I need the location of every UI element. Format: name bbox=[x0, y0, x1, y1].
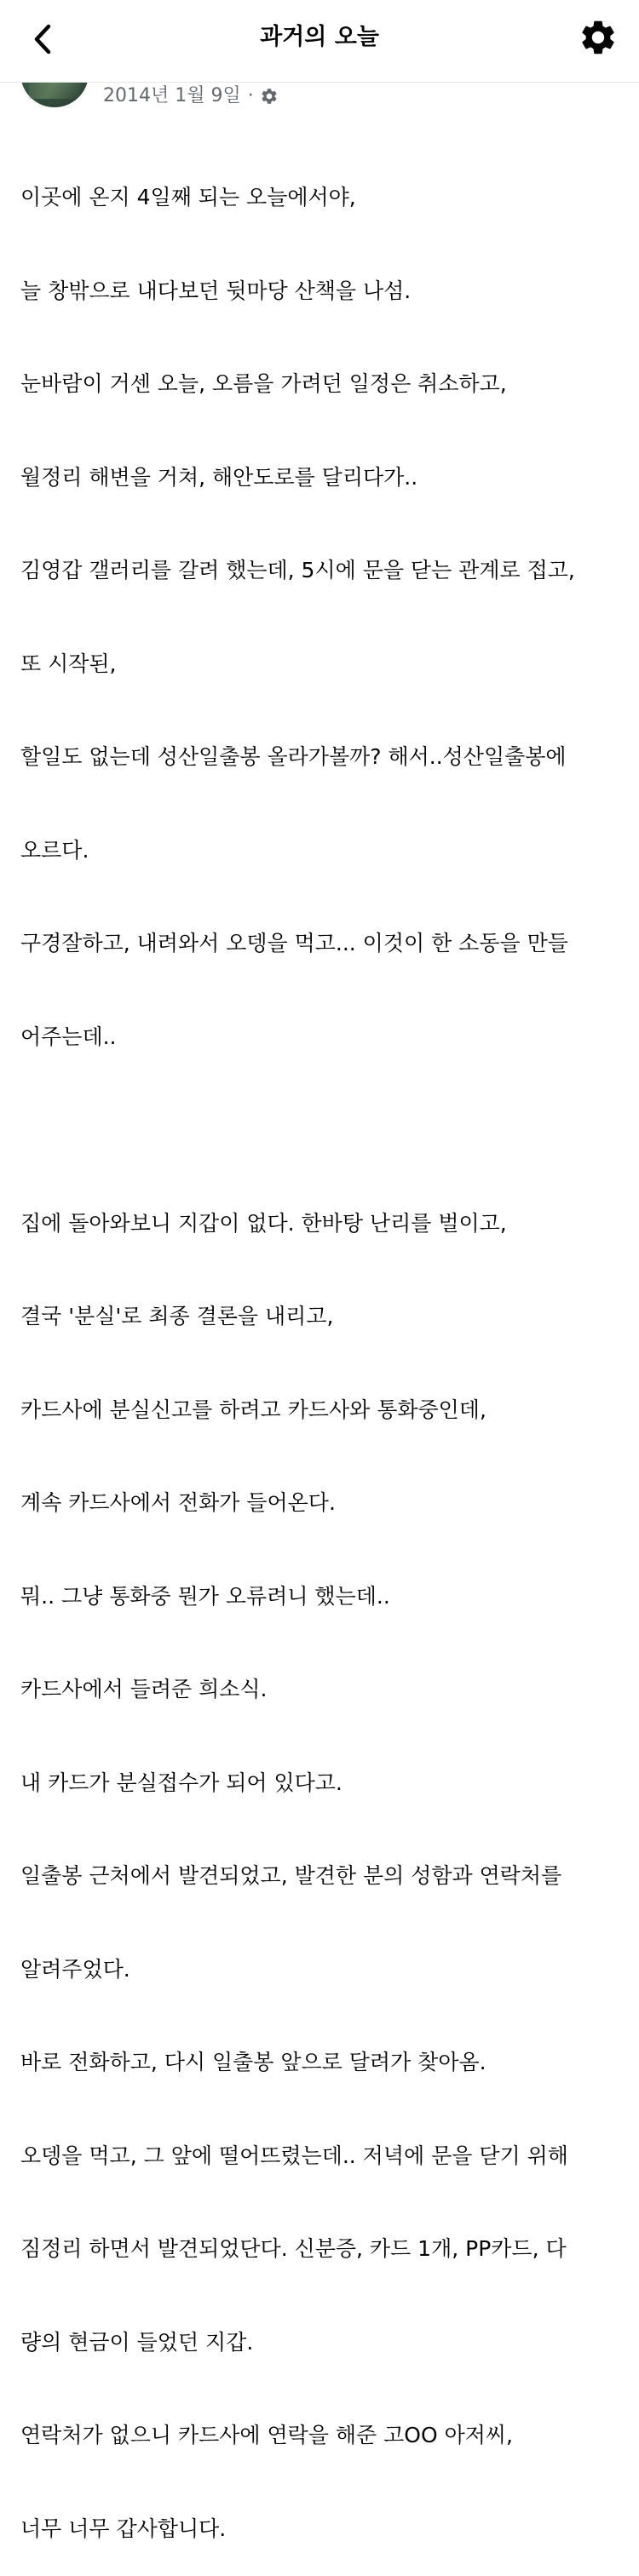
top-bar bbox=[0, 0, 639, 83]
post-line: 할일도 없는데 성산일출봉 올라가볼까? 해서..성산일출봉에 bbox=[20, 744, 567, 769]
post-line: 알려주었다. bbox=[20, 1956, 130, 1982]
post-line: 오뎅을 먹고, 그 앞에 떨어뜨렸는데.. 저녁에 문을 닫기 위해 bbox=[20, 2143, 568, 2168]
post-line: 눈바람이 거센 오늘, 오름을 가려던 일정은 취소하고, bbox=[20, 371, 507, 396]
post-line: 이곳에 온지 4일째 되는 오늘에서야, bbox=[20, 185, 356, 209]
post-line: 또 시작된, bbox=[20, 651, 117, 676]
post-line: 일출봉 근처에서 발견되었고, 발견한 분의 성함과 연락처를 bbox=[20, 1863, 562, 1888]
post-line bbox=[20, 1115, 625, 1146]
post-line: 카드사에서 들려준 희소식. bbox=[20, 1677, 268, 1701]
post-line: 어주는데.. bbox=[20, 1024, 117, 1049]
post-line: 내 카드가 분실접수가 되어 있다고. bbox=[20, 1770, 343, 1795]
post-line: 량의 현금이 들었던 지갑. bbox=[20, 2329, 254, 2355]
post-line: 너무 너무 갑사합니다. bbox=[20, 2516, 227, 2541]
post-line: 결국 '분실'로 최종 결론을 내리고, bbox=[20, 1304, 334, 1328]
post-line: 뭐.. 그냥 통화중 뭔가 오류려니 했는데.. bbox=[20, 1583, 390, 1609]
post-line: 오르다. bbox=[20, 837, 89, 863]
audience-icon bbox=[259, 86, 279, 106]
post-line: 집에 돌아와보니 지갑이 없다. 한바탕 난리를 벌이고, bbox=[20, 1210, 507, 1236]
post-line: 연락처가 없으니 카드사에 연락을 해준 고OO 아저씨, bbox=[20, 2423, 513, 2447]
page-title: 과거의 오늘 bbox=[260, 24, 379, 50]
separator-dot: · bbox=[247, 85, 254, 106]
post-line: 카드사에 분실신고를 하려고 카드사와 통화중인데, bbox=[20, 1397, 486, 1422]
post-meta bbox=[0, 82, 639, 111]
post-line: 짐정리 하면서 발견되었단다. 신분증, 카드 1개, PP카드, 다 bbox=[20, 2236, 567, 2261]
post-line: 늘 창밖으로 내다보던 뒷마당 산책을 나섬. bbox=[20, 278, 412, 303]
post-date-line bbox=[103, 83, 279, 109]
post-date[interactable]: 2014년 1월 9일 bbox=[103, 85, 241, 106]
gear-icon bbox=[578, 17, 619, 58]
post-line: 김영갑 갤러리를 갈려 했는데, 5시에 문을 닫는 관계로 접고, bbox=[20, 558, 575, 582]
post-text bbox=[20, 120, 625, 2576]
post-line: 월정리 해변을 거쳐, 해안도로를 달리다가.. bbox=[20, 464, 418, 490]
post-line: 구경잘하고, 내려와서 오뎅을 먹고... 이것이 한 소동을 만들 bbox=[20, 931, 568, 955]
settings-button[interactable] bbox=[576, 15, 620, 60]
post-line: 계속 카드사에서 전화가 들어온다. bbox=[20, 1490, 336, 1515]
gear-icon bbox=[260, 87, 279, 106]
post-line: 바로 전화하고, 다시 일출봉 앞으로 달려가 찾아옴. bbox=[20, 2050, 486, 2074]
